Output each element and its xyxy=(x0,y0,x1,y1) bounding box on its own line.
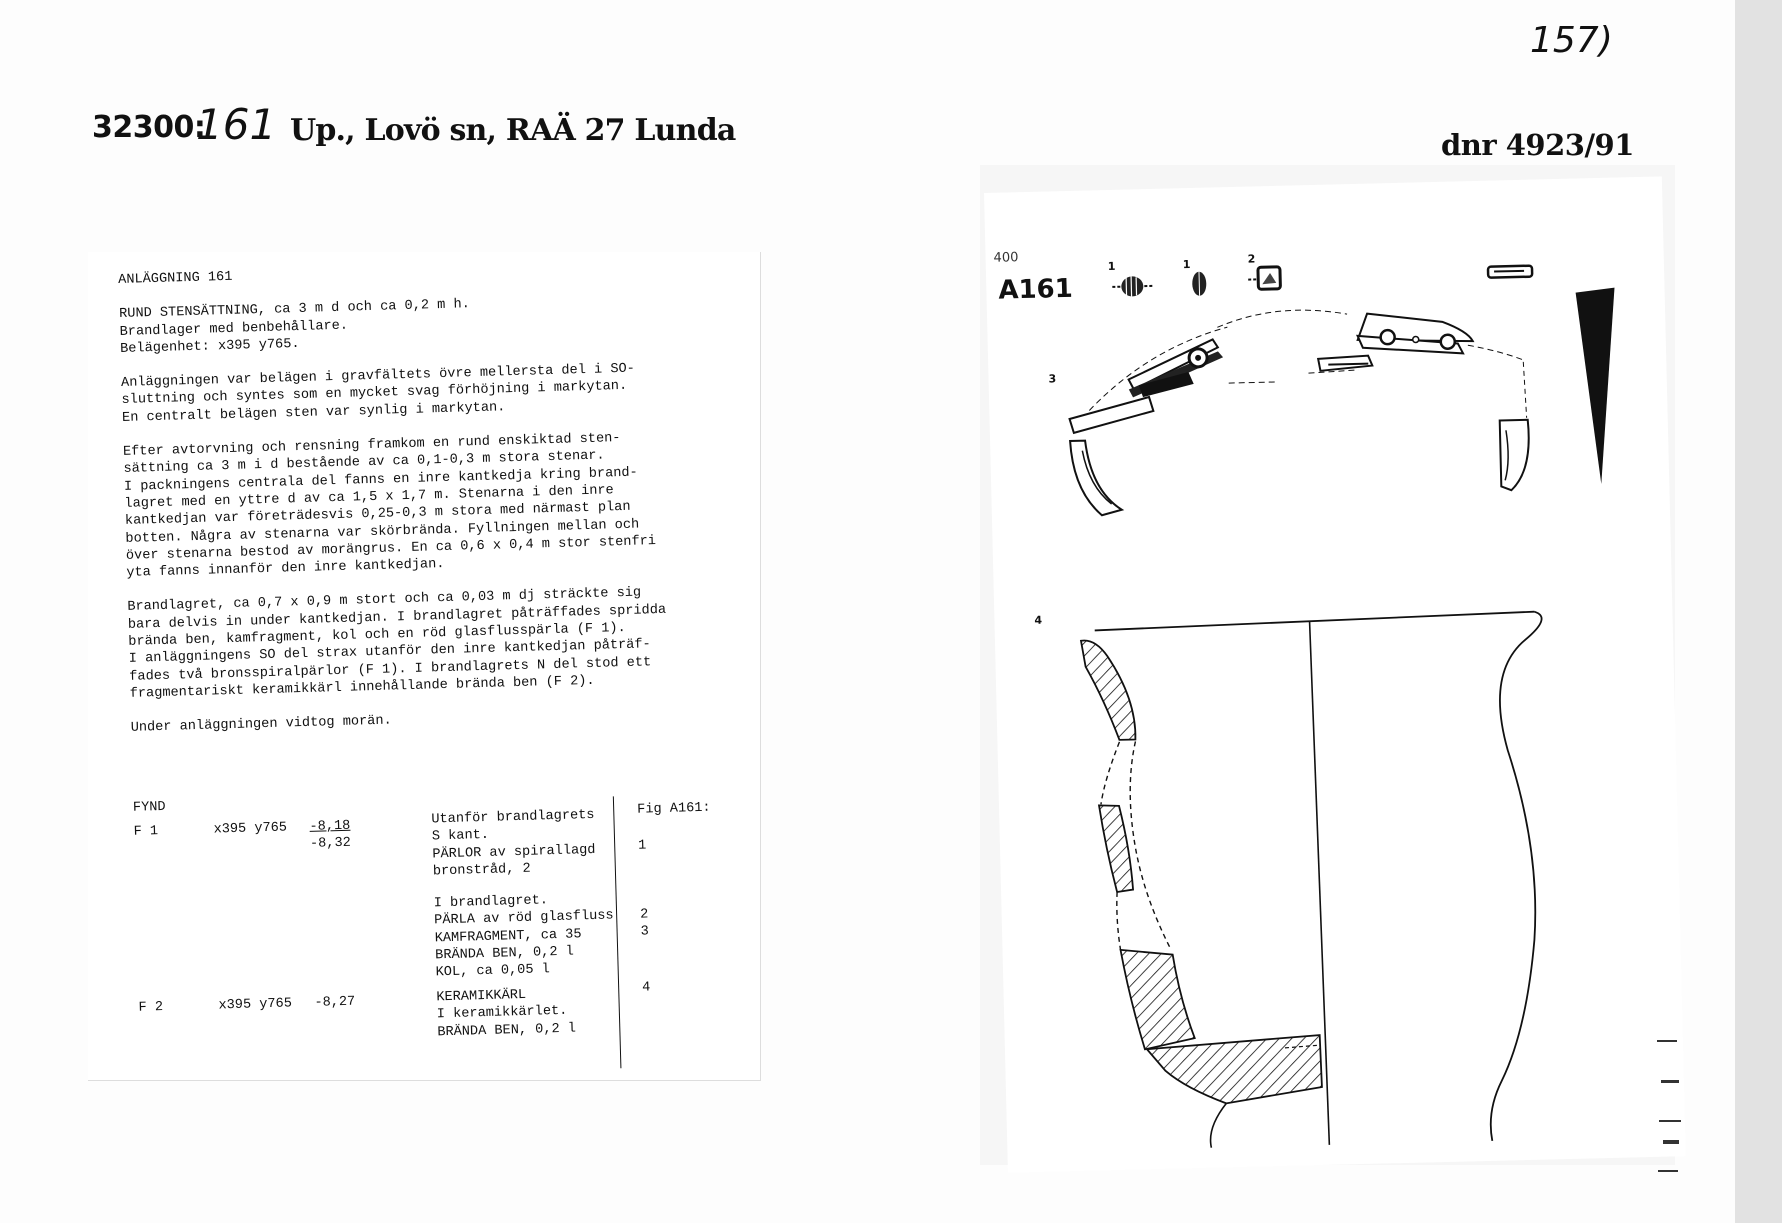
finds-table xyxy=(132,782,753,1040)
report-paragraph-5: Under anläggningen vidtog morän. xyxy=(130,713,392,737)
inventory-number: 32300: xyxy=(92,110,206,145)
find-coordinates: x395 y765 xyxy=(213,820,288,838)
report-paragraph-4: Brandlagret, ca 0,7 x 0,9 m stort och ca 0,03 m dj sträckte sig bara delvis in under kantkedjan. I brandlagret påträffades spridda brända ben, kamfragment, kol och en röd glasflusspärla (F 1). I anläggningens SO del strax utanför den inre kantkedjan påträf- fades två bronsspiralpärlor (F 1). I brandlagrets N del stod ett fragmentariskt keramikkärl innehållande brända ben (F 2). xyxy=(127,585,667,702)
ceramic-vessel-drawing xyxy=(1054,609,1587,1162)
find-id: F 1 xyxy=(133,824,159,840)
find-id: F 2 xyxy=(138,1000,164,1016)
handwritten-feature-number: 161 xyxy=(196,100,277,149)
item-number: 3 xyxy=(1048,372,1057,386)
figure-card xyxy=(984,176,1686,1172)
item-number: 4 xyxy=(1034,613,1043,627)
item-number: 1 xyxy=(1107,259,1116,273)
find-depth: -8,32 xyxy=(309,835,352,852)
item-number: 1 xyxy=(1182,257,1191,272)
figure-label: A161 xyxy=(998,273,1074,306)
finds-heading: FYND xyxy=(132,799,166,816)
site-title: Up., Lovö sn, RAÄ 27 Lunda xyxy=(290,113,736,148)
find-fig-ref: 2 xyxy=(639,907,649,923)
report-card xyxy=(88,252,761,1081)
find-fig-ref: 3 xyxy=(640,924,650,940)
scan-artifact xyxy=(1655,1020,1685,1220)
finds-fig-header: Fig A161: xyxy=(637,800,711,818)
find-description: Utanför brandlagrets S kant. PÄRLOR av spirallagd bronstråd, 2 xyxy=(431,807,596,880)
find-fig-ref: 4 xyxy=(641,980,651,996)
find-description: KERAMIKKÄRL I keramikkärlet. BRÄNDA BEN, 0,2 l xyxy=(436,987,577,1040)
comb-reconstruction-drawing xyxy=(1026,280,1532,532)
find-depth: -8,18 xyxy=(309,818,351,835)
find-coordinates: x395 y765 xyxy=(218,996,293,1014)
find-depth: -8,27 xyxy=(314,994,356,1011)
report-paragraph-3: Efter avtorvning och rensning framkom en rund enskiktad sten- sättning ca 3 m i d bestående av ca 0,1-0,3 m stora stenar. I packningens centrala del fanns en inre kantkedja kring brand- lagret med en yttre d av ca 1,5 x 1,7 m. Stenarna i den inre kantkedjan var företrädesvis 0,25-0,3 m stora med närmast plan botten. Några av stenarna var skörbrända. Fyllningen mellan och över stenarna bestod av morängrus. En ca 0,6 x 0,4 m stor stenfri yta fanns innanför den inre kantkedjan. xyxy=(122,431,657,582)
item-number: 2 xyxy=(1247,252,1256,266)
figure-scale-note: 400 xyxy=(993,250,1019,266)
report-heading: ANLÄGGNING 161 xyxy=(118,269,233,288)
report-paragraph-2: Anläggningen var belägen i gravfältets övre mellersta del i SO- sluttning och syntes som en mycket svag förhöjning i markytan. En centralt belägen sten var synlig i markytan. xyxy=(120,361,636,426)
comb-tooth-drawing xyxy=(1573,288,1624,489)
registration-number: dnr 4923/91 xyxy=(1441,128,1634,162)
report-text xyxy=(118,254,771,1040)
report-paragraph-1: RUND STENSÄTTNING, ca 3 m d och ca 0,2 m h. Brandlager med benbehållare. Belägenhet: x395 y765. xyxy=(118,297,471,357)
find-description: I brandlagret. PÄRLA av röd glasfluss KAMFRAGMENT, ca 35 BRÄNDA BEN, 0,2 l KOL, ca 0,05 l xyxy=(433,893,614,981)
handwritten-page-number: 157) xyxy=(1530,20,1613,61)
page-edge xyxy=(1735,0,1782,1223)
find-fig-ref: 1 xyxy=(638,838,647,854)
